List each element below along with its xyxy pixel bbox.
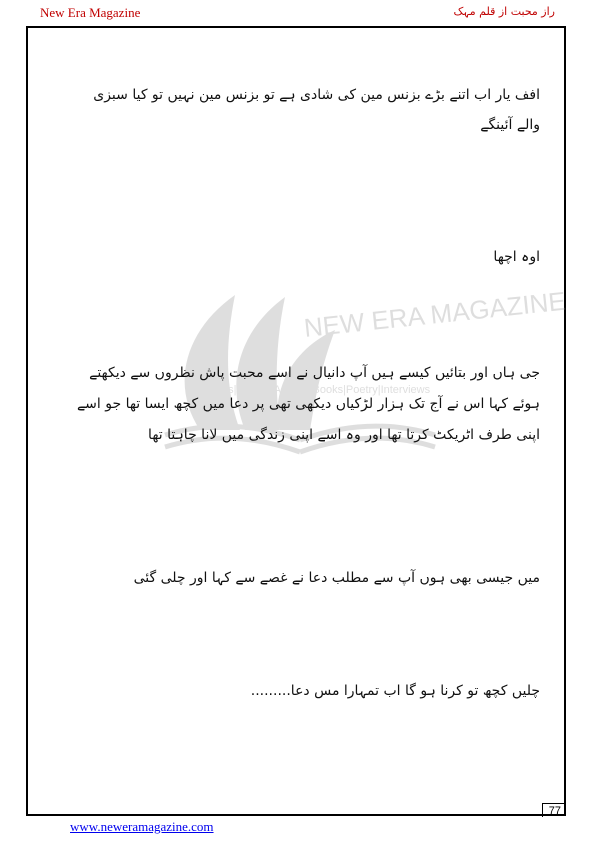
- paragraph-5: چلیں کچھ تو کرنا ہو گا اب تمہارا مس دعا.........: [250, 683, 540, 699]
- watermark-title: NEW ERA MAGAZINE: [302, 285, 568, 343]
- paragraph-2: اوہ اچھا: [493, 249, 540, 265]
- paragraph-4: میں جیسی بھی ہوں آپ سے مطلب دعا نے غصے سے کہا اور چلی گئی: [133, 570, 540, 586]
- story-credit: راز محبت از قلم مہک: [453, 5, 555, 18]
- paragraph-3: جی ہاں اور بتائیں کیسے ہیں آپ دانیال نے اسے محبت پاش نظروں سے دیکھتے ہوئے کہا اس نے آج تک ہزار لڑکیاں دیکھی تھی پر دعا میں کچھ ایسا تھا جو اسے اپنی طرف اٹریکٹ کرتا تھا اور وہ اسے اپنی زندگی میں لانا چاہتا تھا: [76, 365, 540, 443]
- page-number: 77: [542, 803, 565, 817]
- paragraph-1: افف یار اب اتنے بڑے بزنس مین کی شادی ہے تو بزنس مین نہیں تو کیا سبزی والے آئینگے: [93, 87, 540, 133]
- website-link[interactable]: www.neweramagazine.com: [70, 819, 214, 834]
- magazine-title: New Era Magazine: [40, 5, 141, 20]
- watermark-subtitle: Novels|Afsana|Articles|Books|Poetry|Interviews: [200, 384, 431, 396]
